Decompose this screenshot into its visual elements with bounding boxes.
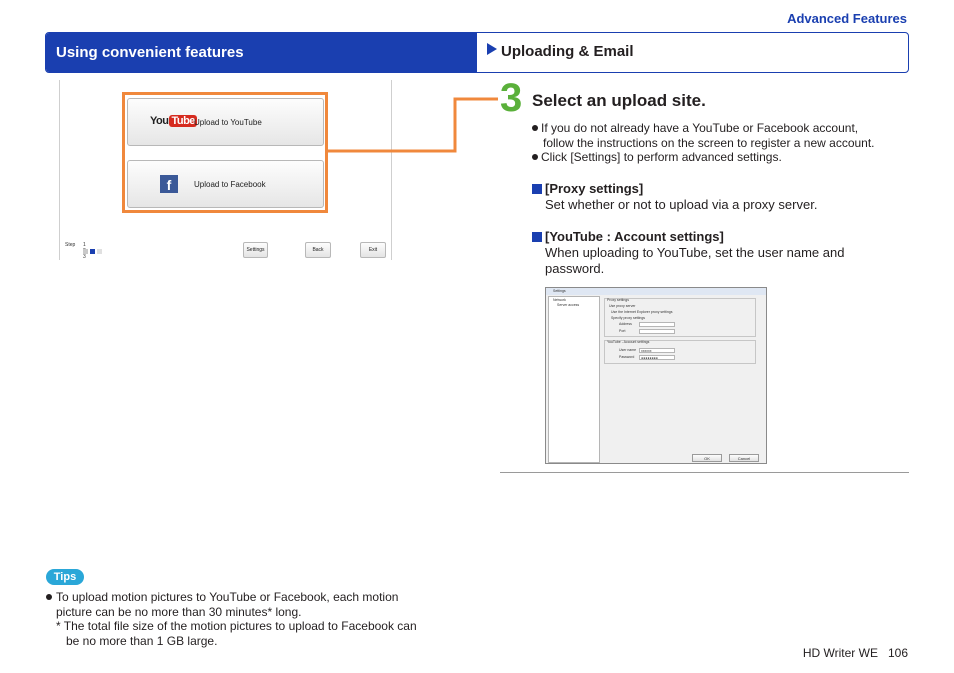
settings-button[interactable]: Settings bbox=[243, 242, 268, 258]
tree-child[interactable]: Server access bbox=[557, 303, 580, 307]
section-title-text: Uploading & Email bbox=[501, 43, 634, 60]
square-bullet-icon bbox=[532, 232, 542, 242]
settings-tree bbox=[548, 296, 600, 463]
tip-continuation: picture can be no more than 30 minutes* long. bbox=[56, 605, 302, 619]
bullet-dot-icon bbox=[532, 125, 538, 131]
bullet-continuation: follow the instructions on the screen to register a new account. bbox=[543, 136, 875, 150]
section-category: Advanced Features bbox=[787, 11, 907, 26]
bullet-item: If you do not already have a YouTube or Facebook account, bbox=[532, 121, 858, 136]
youtube-account-description: When uploading to YouTube, set the user name and bbox=[545, 245, 845, 260]
bullet-item: Click [Settings] to perform advanced settings. bbox=[532, 150, 782, 165]
proxy-group: Proxy settings Use proxy server Use the Internet Explorer proxy settings Specify proxy settings Address Port bbox=[604, 298, 756, 337]
tree-root[interactable]: Network bbox=[553, 298, 566, 302]
youtube-account-description-cont: password. bbox=[545, 261, 605, 276]
address-label: Address bbox=[619, 322, 632, 326]
youtube-account-heading: [YouTube : Account settings] bbox=[532, 229, 724, 244]
port-label: Port bbox=[619, 329, 626, 333]
username-label: User name bbox=[619, 348, 637, 352]
product-name: HD Writer WE bbox=[802, 646, 878, 660]
back-button[interactable]: Back bbox=[305, 242, 331, 258]
chapter-title: Using convenient features bbox=[56, 44, 244, 61]
use-ie-radio[interactable]: Use the Internet Explorer proxy settings bbox=[611, 310, 673, 314]
step-numbers: 1 3 bbox=[83, 242, 89, 260]
account-group: YouTube - Account settings User name xxxxxx Password ●●●●●●●● bbox=[604, 340, 756, 364]
section-divider bbox=[500, 472, 909, 473]
port-field[interactable] bbox=[639, 329, 675, 334]
settings-dialog-screenshot bbox=[545, 287, 767, 464]
step-number: 3 bbox=[500, 76, 523, 120]
square-bullet-icon bbox=[532, 184, 542, 194]
address-field[interactable] bbox=[639, 322, 675, 327]
password-label: Password bbox=[619, 355, 635, 359]
page-number: 106 bbox=[887, 646, 908, 660]
tips-badge: Tips bbox=[46, 569, 84, 585]
ok-button[interactable]: OK bbox=[692, 454, 722, 462]
step-label: Step bbox=[65, 242, 76, 248]
tip-footnote-cont: be no more than 1 GB large. bbox=[66, 634, 218, 648]
tip-item: To upload motion pictures to YouTube or Facebook, each motion bbox=[46, 590, 398, 605]
username-field[interactable]: xxxxxx bbox=[639, 348, 675, 353]
tip-footnote: * The total file size of the motion pictures to upload to Facebook can bbox=[56, 619, 417, 633]
proxy-heading: [Proxy settings] bbox=[532, 181, 643, 196]
bullet-dot-icon bbox=[46, 594, 52, 600]
bullet-dot-icon bbox=[532, 154, 538, 160]
exit-button[interactable]: Exit bbox=[360, 242, 386, 258]
dialog-title: Settings bbox=[546, 288, 766, 295]
use-proxy-checkbox[interactable]: Use proxy server bbox=[609, 304, 636, 308]
facebook-logo-icon: f bbox=[160, 175, 178, 193]
step-title: Select an upload site. bbox=[532, 91, 706, 110]
proxy-description: Set whether or not to upload via a proxy server. bbox=[545, 197, 818, 212]
page-footer bbox=[803, 646, 908, 660]
password-field[interactable]: ●●●●●●●● bbox=[639, 355, 675, 360]
specify-radio[interactable]: Specify proxy settings bbox=[611, 316, 646, 320]
upload-facebook-label: Upload to Facebook bbox=[194, 180, 266, 189]
cancel-button[interactable]: Cancel bbox=[729, 454, 759, 462]
upload-youtube-label: Upload to YouTube bbox=[194, 118, 262, 127]
youtube-logo-icon: You Tube bbox=[150, 115, 195, 127]
